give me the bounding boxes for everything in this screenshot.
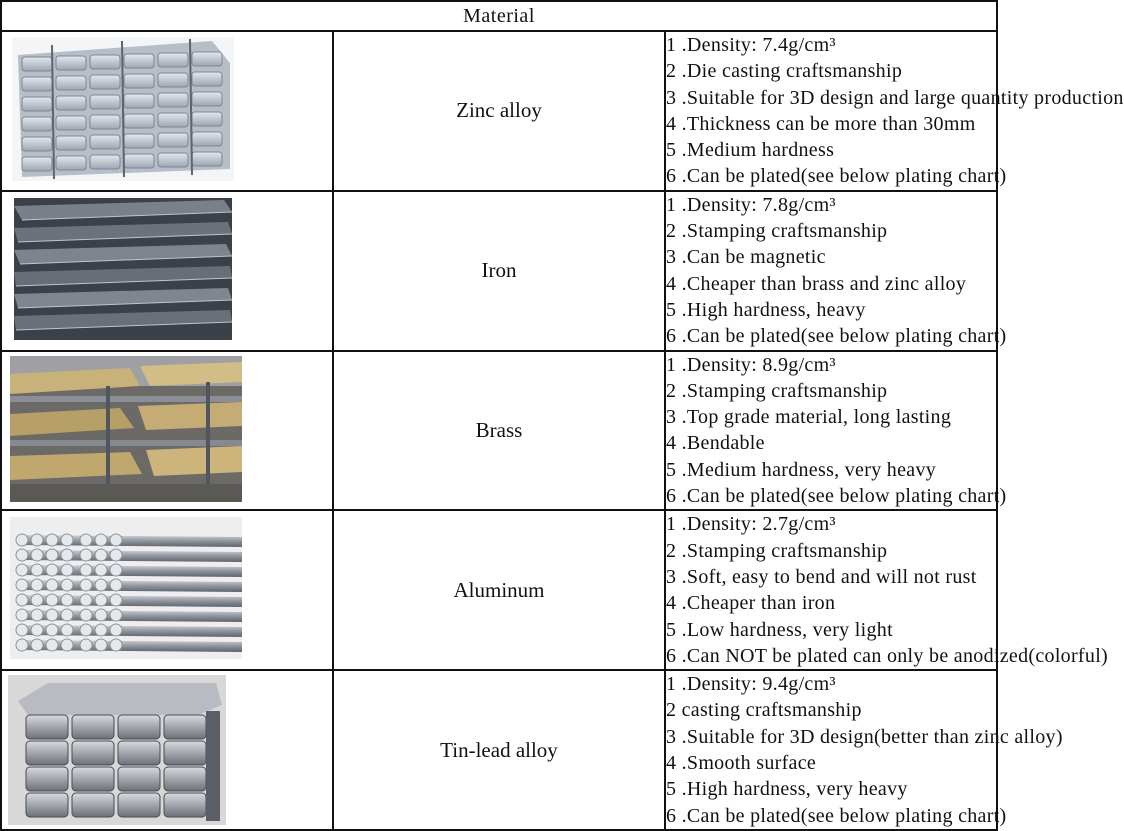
material-properties (665, 670, 1063, 830)
property-item: 3 .Suitable for 3D design(better than zinc alloy) (666, 725, 1063, 748)
property-item: 5 .High hardness, heavy (666, 298, 866, 321)
property-item: 3 .Top grade material, long lasting (666, 406, 952, 429)
brass-sheets-image (10, 356, 242, 502)
property-item: 4 .Cheaper than brass and zinc alloy (666, 272, 967, 295)
property-item: 6 .Can be plated(see below plating chart) (666, 804, 1007, 827)
table-header: Material (1, 1, 997, 31)
material-photo-cell (1, 31, 333, 191)
table-row (1, 31, 997, 191)
material-photo-cell (1, 670, 333, 830)
property-item: 1 .Density: 2.7g/cm³ (666, 513, 836, 536)
table-row (1, 510, 997, 670)
property-item: 2 .Stamping craftsmanship (666, 539, 888, 562)
property-item: 6 .Can NOT be plated can only be anodized(colorful) (666, 644, 1109, 667)
property-item: 6 .Can be plated(see below plating chart) (666, 485, 1007, 508)
property-item: 4 .Cheaper than iron (666, 592, 836, 615)
property-item: 2 casting craftsmanship (666, 699, 862, 722)
material-name: Brass (333, 351, 665, 511)
aluminum-rods-image (10, 517, 242, 659)
property-item: 1 .Density: 7.4g/cm³ (666, 34, 836, 56)
property-item: 5 .Medium hardness (666, 139, 835, 162)
material-photo-cell (1, 510, 333, 670)
property-item: 3 .Can be magnetic (666, 246, 826, 269)
property-item: 6 .Can be plated(see below plating chart) (666, 325, 1007, 348)
property-item: 2 .Stamping craftsmanship (666, 379, 888, 402)
property-item: 2 .Die casting craftsmanship (666, 60, 903, 83)
table-row (1, 351, 997, 511)
property-item: 3 .Soft, easy to bend and will not rust (666, 565, 977, 588)
table-row (1, 191, 997, 351)
property-item: 5 .High hardness, very heavy (666, 778, 908, 801)
table-row (1, 670, 997, 830)
property-item: 4 .Smooth surface (666, 752, 817, 775)
table-header-row (1, 1, 997, 31)
material-properties (665, 510, 1109, 670)
material-name: Tin-lead alloy (333, 670, 665, 830)
property-item: 1 .Density: 9.4g/cm³ (666, 673, 836, 696)
property-item: 1 .Density: 8.9g/cm³ (666, 353, 836, 376)
material-properties (665, 351, 1007, 511)
property-item: 5 .Low hardness, very light (666, 618, 893, 641)
material-name: Iron (333, 191, 665, 351)
material-properties (665, 31, 1124, 191)
property-item: 2 .Stamping craftsmanship (666, 220, 888, 243)
tin-lead-ingots-image (8, 675, 226, 825)
property-item: 6 .Can be plated(see below plating chart) (666, 165, 1007, 188)
iron-sheets-image (14, 198, 232, 340)
material-photo-cell (1, 351, 333, 511)
material-name: Zinc alloy (333, 31, 665, 191)
property-item: 4 .Bendable (666, 432, 765, 455)
property-item: 4 .Thickness can be more than 30mm (666, 112, 976, 135)
material-photo-cell (1, 191, 333, 351)
property-item: 3 .Suitable for 3D design and large quantity production (666, 86, 1124, 109)
property-item: 1 .Density: 7.8g/cm³ (666, 193, 836, 216)
material-properties (665, 191, 1007, 351)
property-item: 5 .Medium hardness, very heavy (666, 458, 937, 481)
material-name: Aluminum (333, 510, 665, 670)
zinc-ingots-image (12, 37, 234, 181)
